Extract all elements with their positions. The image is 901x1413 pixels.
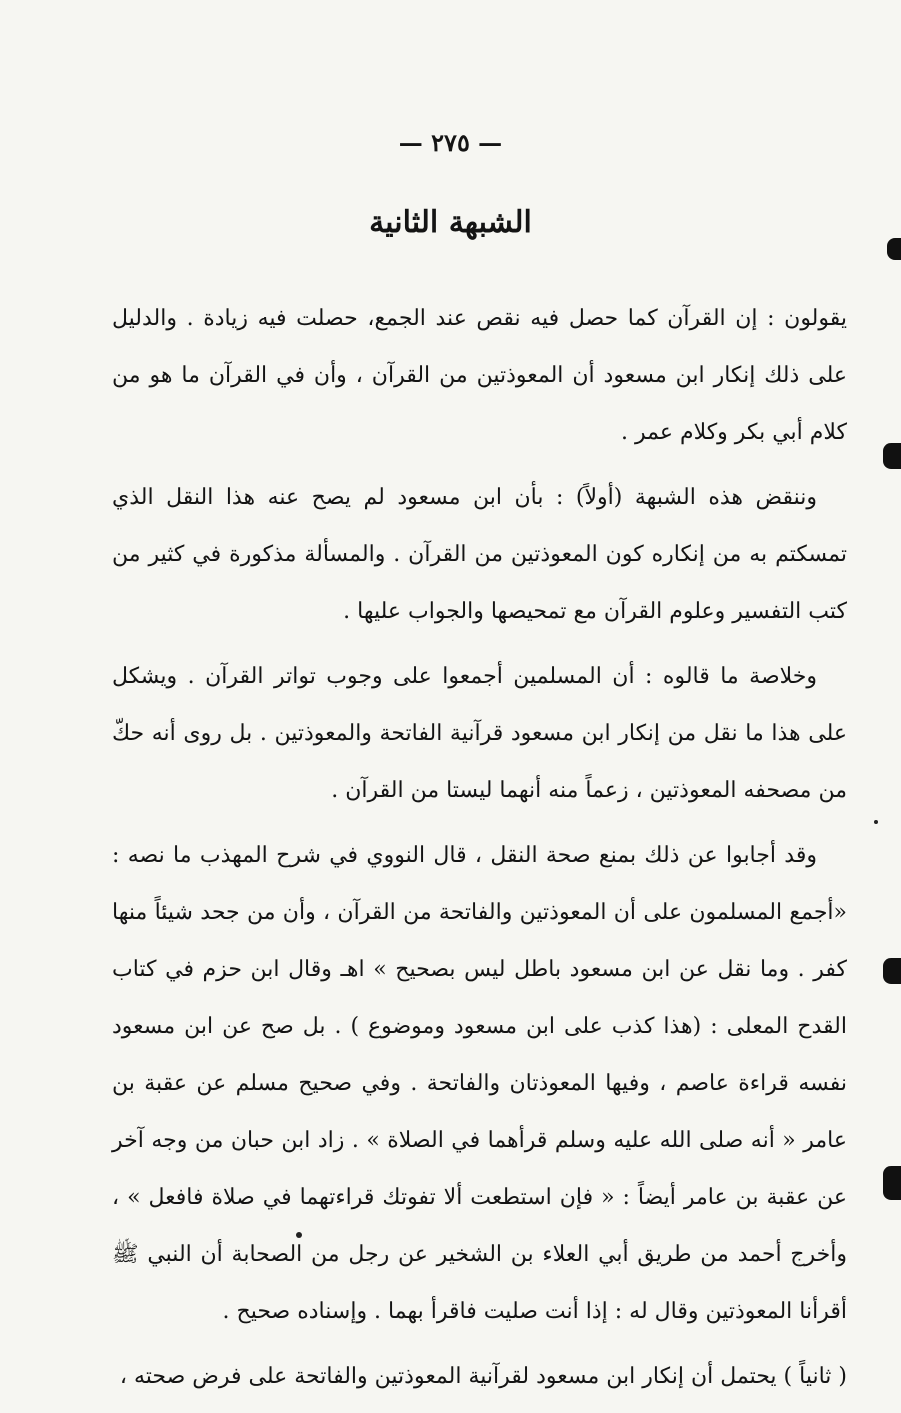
scan-edge-mark: [883, 443, 901, 469]
paragraph-5: ( ثانياً ) يحتمل أن إنكار ابن مسعود لقرآنية المعوذتين والفاتحة على فرض صحته ،: [119, 1364, 847, 1389]
body-text: [112, 290, 847, 1413]
page-number: — ٢٧٥ —: [398, 128, 503, 157]
scan-dot-mark: [296, 1232, 302, 1238]
scan-edge-mark: [883, 958, 901, 984]
scan-dot-mark: [874, 820, 878, 824]
paragraph-1: يقولون : إن القرآن كما حصل فيه نقص عند الجمع، حصلت فيه زيادة . والدليل على ذلك إنكار ابن مسعود أن المعوذتين من القرآن ، وأن في القرآن ما هو من كلام أبي بكر وكلام عمر .: [112, 306, 848, 445]
paragraph-3: وخلاصة ما قالوه : أن المسلمين أجمعوا على وجوب تواتر القرآن . ويشكل على هذا ما نقل من إنكار ابن مسعود قرآنية الفاتحة والمعوذتين . بل روى أنه حكّ من مصحفه المعوذتين ، زعماً منه أنهما ليستا من القرآن .: [112, 664, 847, 803]
paragraph-2: وننقض هذه الشبهة (أولاً) : بأن ابن مسعود لم يصح عنه هذا النقل الذي تمسكتم به من إنكاره كون المعوذتين من القرآن . والمسألة مذكورة في كثير من كتب التفسير وعلوم القرآن مع تمحيصها والجواب عليها .: [112, 485, 847, 624]
section-heading: الشبهة الثانية: [369, 205, 532, 240]
scan-edge-mark: [887, 238, 901, 260]
paragraph-4: وقد أجابوا عن ذلك بمنع صحة النقل ، قال النووي في شرح المهذب ما نصه : «أجمع المسلمون على أن المعوذتين والفاتحة من القرآن ، وأن من جحد شيئاً منها كفر . وما نقل عن ابن مسعود باطل ليس بصحيح » اهـ وقال ابن حزم في كتاب القدح المعلى : (هذا كذب على ابن مسعود وموضوع ) . بل صح عن ابن مسعود نفسه قراءة عاصم ، وفيها المعوذتان والفاتحة . وفي صحيح مسلم عن عقبة بن عامر « أنه صلى الله عليه وسلم قرأهما في الصلاة » . زاد ابن حبان من وجه آخر عن عقبة بن عامر أيضاً : « فإن استطعت ألا تفوتك قراءتهما في صلاة فافعل » ، وأخرج أحمد من طريق أبي العلاء بن الشخير عن رجل من الصحابة أن النبي ﷺ أقرأنا المعوذتين وقال له : إذا أنت صليت فاقرأ بهما . وإسناده صحيح .: [112, 843, 847, 1324]
scan-edge-mark: [883, 1166, 901, 1200]
